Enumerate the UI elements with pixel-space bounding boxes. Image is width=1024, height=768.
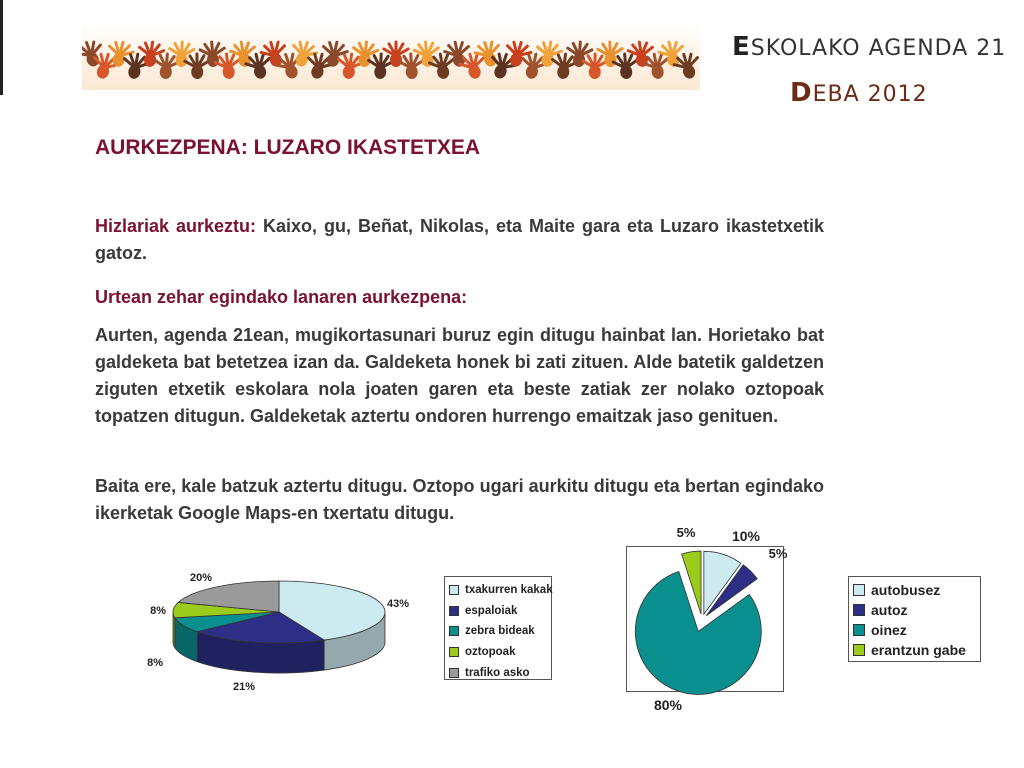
- chart1-label: 43%: [386, 598, 410, 610]
- chart1-label: 21%: [232, 681, 256, 693]
- legend1-swatch: [449, 647, 459, 657]
- document-title: AURKEZPENA: LUZARO IKASTETXEA: [95, 136, 481, 159]
- legend2-label: autobusez: [871, 582, 941, 598]
- legend2-swatch: [853, 604, 865, 616]
- legend2-item: [853, 580, 976, 600]
- legend2-swatch: [853, 624, 865, 636]
- header-subtitle: DEBA 2012: [790, 78, 928, 108]
- legend1-item: [449, 601, 547, 622]
- work-heading: Urtean zehar egindako lanaren aurkezpena:: [95, 287, 468, 307]
- transport-pie-chart: [635, 525, 788, 713]
- speakers-text: Kaixo, gu, Beñat, Nikolas, eta Maite gara eta Luzaro ikastetxetik gatoz.: [95, 216, 825, 263]
- chart1-label: 8%: [150, 605, 166, 617]
- legend1-label: txakurren kakak: [465, 584, 553, 597]
- legend1-item: [449, 580, 553, 601]
- legend1-label: espaloiak: [465, 604, 518, 617]
- streets-paragraph: Baita ere, kale batzuk aztertu ditugu. Oztopo ugari aurkitu ditugu eta bertan egindako ikerketak Google Maps-en txertatu ditugu.: [95, 476, 824, 523]
- chart1-label: 8%: [147, 657, 163, 669]
- chart2-label: 10%: [731, 528, 761, 544]
- legend1-swatch: [449, 606, 459, 616]
- survey-paragraph: Aurten, agenda 21ean, mugikortasunari buruz egin ditugu hainbat lan. Horietako bat galdeketa bat betetzea izan da. Galdeketa honek bi zati zituen. Alde batetik galdetzen ziguten etxetik eskolara nola joaten garen eta beste zatiak zer nolako oztopoak topatzen ditugun. Galdeketak aztertu ondoren hurrengo emaitzak jaso genituen.: [95, 325, 824, 426]
- chart2-label: 80%: [653, 697, 683, 713]
- chart2-label: 5%: [768, 546, 788, 561]
- legend1-label: oztopoak: [465, 646, 516, 659]
- legend1-swatch: [449, 626, 459, 636]
- speakers-label: Hizlariak aurkeztu:: [95, 216, 257, 236]
- header-title: ESKOLAKO AGENDA 21: [732, 32, 1007, 62]
- chart1-label: 20%: [189, 572, 213, 584]
- legend1-item: [449, 642, 547, 663]
- legend1-label: zebra bideak: [465, 625, 535, 638]
- legend2-swatch: [853, 644, 865, 656]
- obstacles-legend: [444, 576, 552, 680]
- obstacles-pie-chart: [147, 572, 409, 693]
- legend2-label: oinez: [871, 622, 907, 638]
- legend2-label: erantzun gabe: [871, 642, 966, 658]
- legend1-item: [449, 662, 547, 683]
- transport-legend: [848, 576, 981, 662]
- chart2-label: 5%: [676, 525, 696, 540]
- legend1-swatch: [449, 668, 459, 678]
- legend1-label: trafiko asko: [465, 666, 530, 679]
- legend2-label: autoz: [871, 602, 908, 618]
- legend1-item: [449, 621, 547, 642]
- legend2-item: [853, 600, 976, 620]
- legend2-item: [853, 640, 976, 660]
- legend2-item: [853, 620, 976, 640]
- legend2-swatch: [853, 584, 865, 596]
- legend1-swatch: [449, 585, 459, 595]
